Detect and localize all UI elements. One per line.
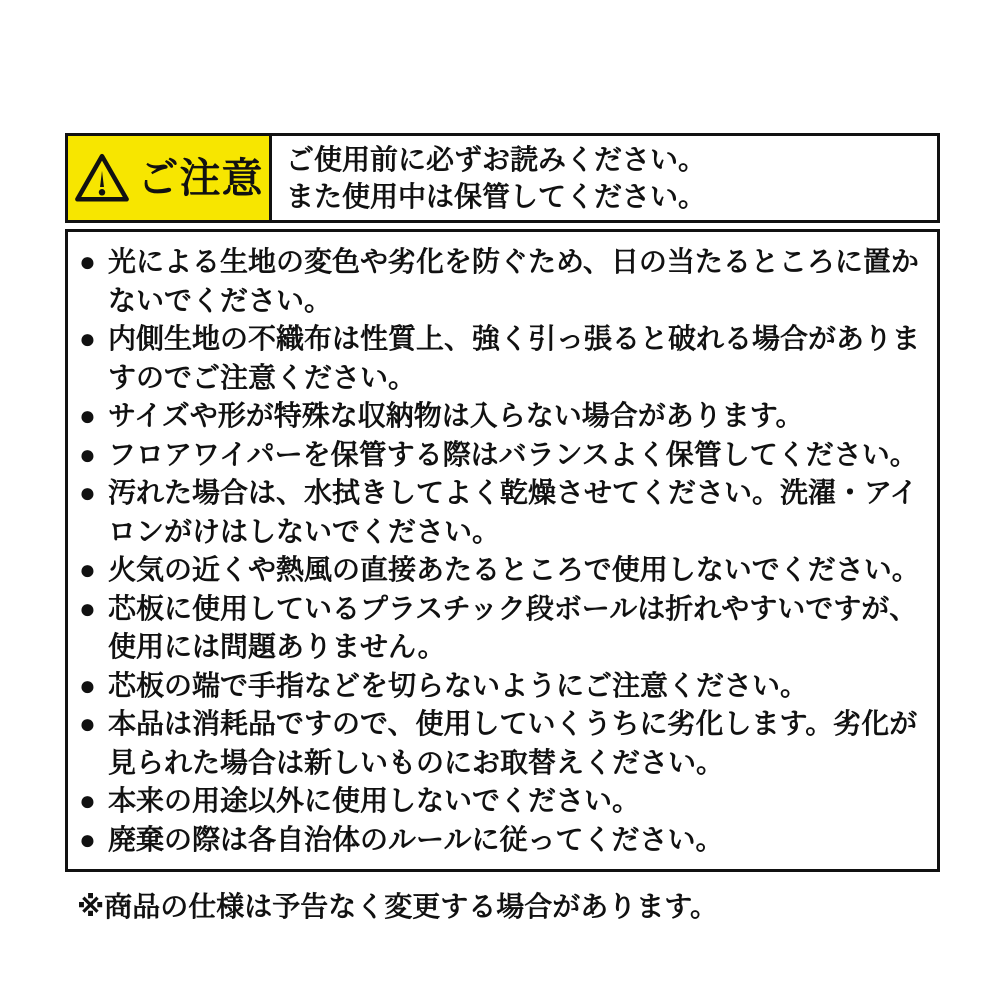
caution-item-text: 火気の近くや熱風の直接あたるところで使用しないでください。: [108, 554, 920, 585]
caution-item: [79, 474, 935, 551]
caution-list: [79, 243, 935, 859]
caution-item-text: サイズや形が特殊な収納物は入らない場合があります。: [108, 400, 804, 431]
caution-item: [79, 821, 935, 860]
caution-item-text: 芯板の端で手指などを切らないようにご注意ください。: [108, 669, 809, 701]
caution-item-text: フロアワイパーを保管する際はバランスよく保管してください。: [108, 438, 918, 470]
caution-item: [79, 667, 935, 706]
caution-item-text: 本来の用途以外に使用しないでください。: [108, 785, 641, 816]
warning-triangle-icon: [74, 152, 130, 204]
bullet-icon: ●: [79, 323, 96, 354]
caution-header: [65, 133, 940, 223]
caution-item: [79, 590, 935, 667]
caution-item: [79, 705, 935, 782]
bullet-icon: ●: [79, 708, 96, 739]
bullet-icon: ●: [79, 400, 96, 431]
caution-item-text: 内側生地の不織布は性質上、強く引っ張ると破れる場合がありますのでご注意ください。: [108, 323, 921, 393]
bullet-icon: ●: [79, 785, 96, 816]
footer-note: ※商品の仕様は予告なく変更する場合があります。: [77, 891, 718, 922]
caution-list-box: [65, 229, 940, 872]
caution-item: [79, 436, 935, 475]
bullet-icon: ●: [79, 246, 96, 277]
bullet-icon: ●: [79, 592, 96, 624]
caution-item: [79, 243, 935, 320]
caution-item-text: 本品は消耗品ですので、使用していくうちに劣化します。劣化が見られた場合は新しいものにお取替えください。: [108, 708, 918, 778]
caution-item: [79, 551, 935, 590]
caution-message: [272, 136, 937, 220]
caution-message-line-2: また使用中は保管してください。: [286, 181, 707, 212]
caution-item-text: 汚れた場合は、水拭きしてよく乾燥させてください。洗濯・アイロンがけはしないでください。: [108, 477, 918, 547]
caution-label: [65, 133, 940, 925]
bullet-icon: ●: [79, 438, 96, 470]
bullet-icon: ●: [79, 477, 96, 508]
bullet-icon: ●: [79, 823, 96, 855]
caution-item: [79, 397, 935, 436]
bullet-icon: ●: [79, 554, 96, 585]
bullet-icon: ●: [79, 669, 96, 701]
caution-item-text: 芯板に使用しているプラスチック段ボールは折れやすいですが、使用には問題ありません。: [108, 592, 918, 662]
caution-title: ご注意: [137, 154, 264, 201]
caution-item-text: 廃棄の際は各自治体のルールに従ってください。: [108, 823, 724, 855]
caution-title-cell: [68, 136, 272, 220]
caution-item: [79, 782, 935, 821]
caution-item-text: 光による生地の変色や劣化を防ぐため、日の当たるところに置かないでください。: [108, 246, 919, 316]
caution-message-line-1: ご使用前に必ずお読みください。: [286, 144, 707, 175]
caution-item: [79, 320, 935, 397]
